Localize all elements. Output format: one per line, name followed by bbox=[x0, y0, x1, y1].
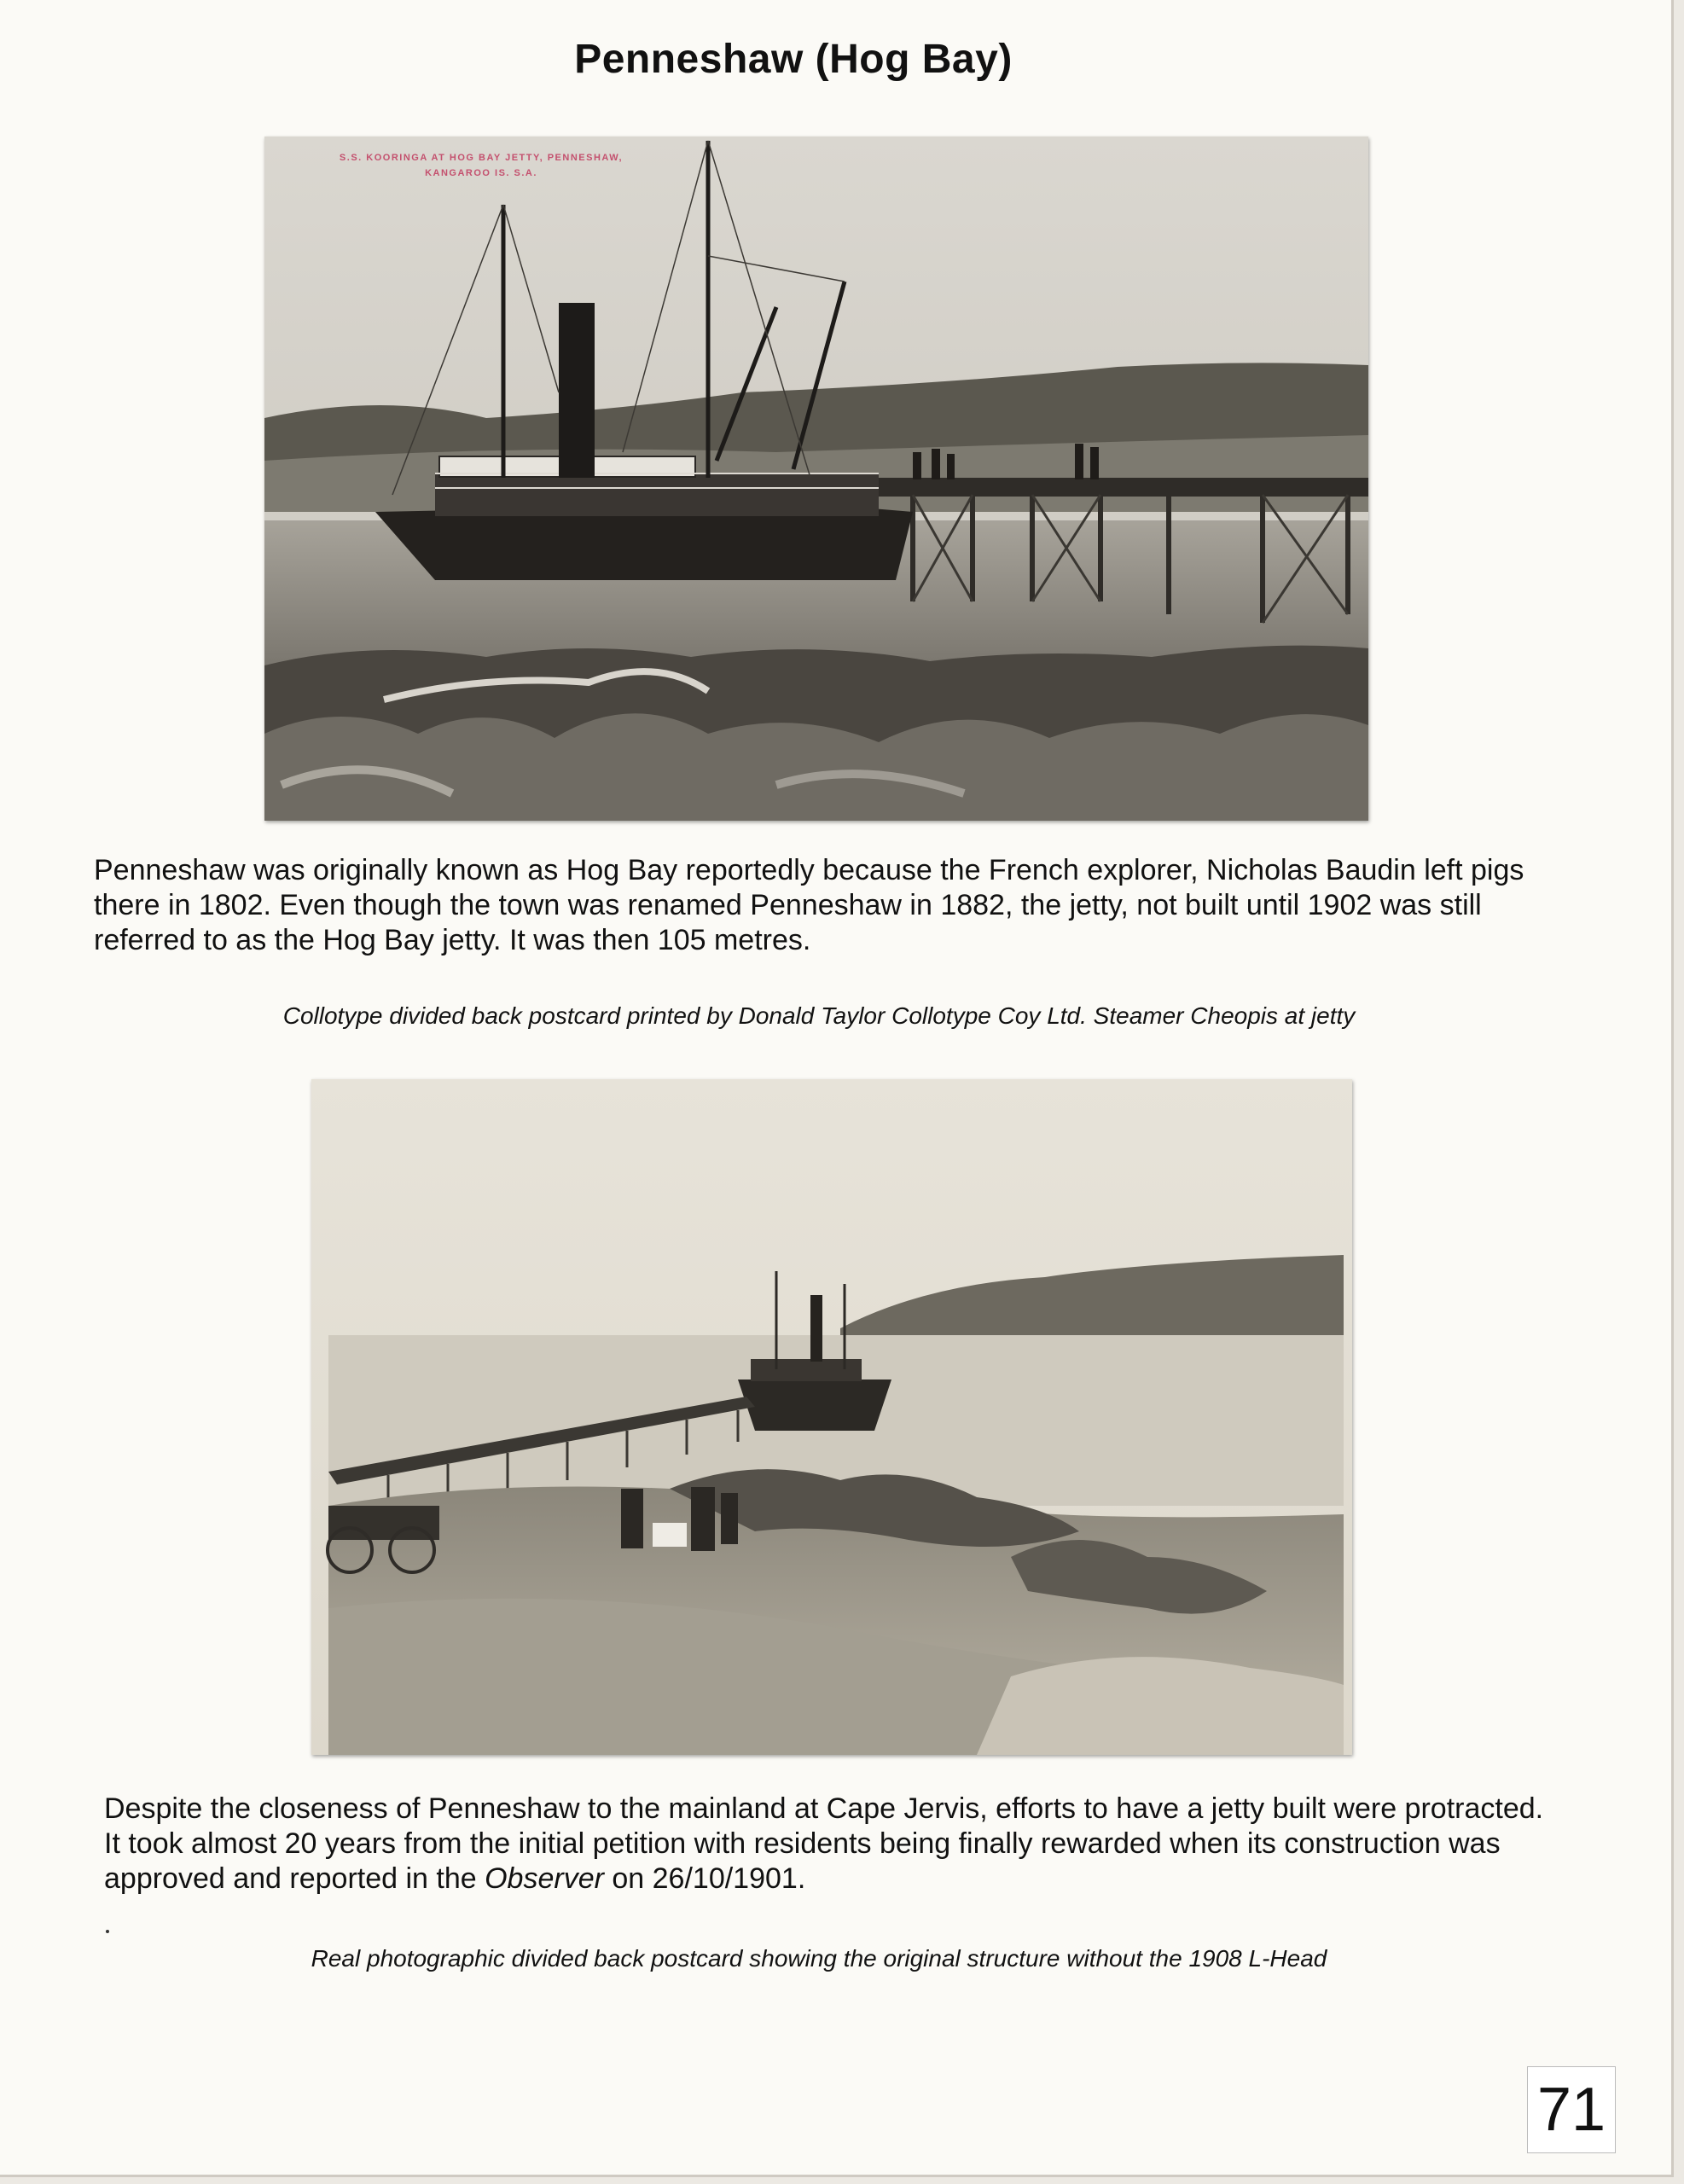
page-title: Penneshaw (Hog Bay) bbox=[574, 37, 1013, 82]
postcard-photo-original-jetty bbox=[311, 1079, 1352, 1755]
history-paragraph-1: Penneshaw was originally known as Hog Bay reportedly because the French explorer, Nicholas Baudin left pigs there in 1802. Even though the town was renamed Penneshaw in 1882, the jetty, not built until 1902 was still referred to as the Hog Bay jetty. It was then 105 metres. bbox=[94, 854, 1524, 956]
newspaper-title: Observer bbox=[485, 1862, 604, 1895]
postcard-caption bbox=[276, 150, 686, 181]
postcard-photo-steamer-at-jetty bbox=[264, 136, 1368, 821]
postcard-caption-line: S.S. KOORINGA AT HOG BAY JETTY, PENNESHAW, bbox=[339, 153, 624, 163]
steamer-jetty-illustration bbox=[264, 136, 1368, 821]
original-jetty-illustration bbox=[311, 1079, 1352, 1755]
paragraph-text: on 26/10/1901. bbox=[603, 1862, 806, 1895]
stray-dot bbox=[106, 1930, 109, 1933]
postcard-note-1: Collotype divided back postcard printed by Donald Taylor Collotype Coy Ltd. Steamer Cheopis at jetty bbox=[282, 1002, 1356, 1029]
page-number: 71 bbox=[1527, 2066, 1616, 2153]
postcard-caption-line: KANGAROO IS. S.A. bbox=[425, 168, 537, 178]
paragraph-text: Despite the closeness of Penneshaw to the mainland at Cape Jervis, efforts to have a jetty built were protracted. It took almost 20 years from the initial petition with residents being finally rewarded when its construction was approved and reported in the bbox=[104, 1792, 1544, 1895]
history-paragraph-2 bbox=[104, 1792, 1554, 1896]
postcard-note-2: Real photographic divided back postcard showing the original structure without the 1908 L-Head bbox=[311, 1945, 1327, 1972]
